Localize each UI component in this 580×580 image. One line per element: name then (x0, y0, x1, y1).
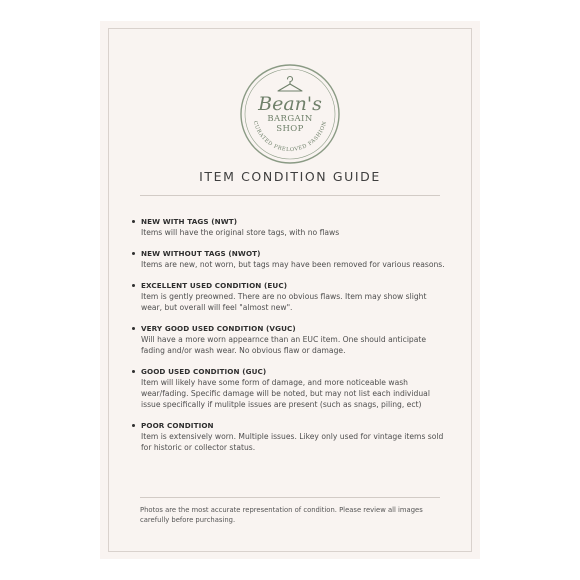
condition-title: GOOD USED CONDITION (GUC) (141, 367, 267, 376)
condition-title: VERY GOOD USED CONDITION (VGUC) (141, 324, 296, 333)
bullet-icon (132, 252, 135, 255)
guide-title: ITEM CONDITION GUIDE (199, 169, 381, 184)
condition-guide-card (100, 21, 480, 559)
condition-description: Item is gently preowned. There are no obvious flaws. Item may show slight wear, but overall will feel "almost new". (141, 292, 427, 312)
condition-item-euc (132, 280, 448, 313)
condition-item-poor (132, 420, 448, 453)
condition-item-vguc (132, 323, 448, 356)
bullet-icon (132, 327, 135, 330)
condition-title: EXCELLENT USED CONDITION (EUC) (141, 281, 288, 290)
footnote: Photos are the most accurate representation of condition. Please review all images carefully before purchasing. (140, 506, 423, 524)
logo-tagline: CURATED PRELOVED FASHION (251, 120, 329, 154)
logo-line-bargain: BARGAIN (267, 114, 313, 124)
condition-description: Items are new, not worn, but tags may have been removed for various reasons. (141, 260, 445, 269)
title-divider (140, 195, 440, 196)
bullet-icon (132, 220, 135, 223)
shop-logo (239, 63, 341, 165)
bullet-icon (132, 284, 135, 287)
condition-title: NEW WITH TAGS (NWT) (141, 217, 238, 226)
logo-line-shop: SHOP (276, 124, 304, 134)
condition-title: NEW WITHOUT TAGS (NWOT) (141, 249, 261, 258)
footnote-divider (140, 497, 440, 498)
condition-item-nwt (132, 216, 448, 238)
bullet-icon (132, 370, 135, 373)
condition-title: POOR CONDITION (141, 421, 214, 430)
condition-description: Will have a more worn appearnce than an EUC item. One should anticipate fading and/or wash wear. No obvious flaw or damage. (141, 335, 427, 355)
condition-item-nwot (132, 248, 448, 270)
logo-name: Bean's (258, 93, 322, 115)
bullet-icon (132, 424, 135, 427)
condition-description: Item is extensively worn. Multiple issues. Likey only used for vintage items sold for historic or collector status. (141, 432, 444, 452)
condition-item-guc (132, 366, 448, 410)
condition-description: Items will have the original store tags, with no flaws (141, 228, 340, 237)
condition-description: Item will likely have some form of damage, and more noticeable wash wear/fading. Specific damage will be noted, but may not list each individual issue specifically if mulitple issues are present (such as snags, piling, ect) (141, 378, 430, 409)
condition-list (132, 216, 448, 463)
